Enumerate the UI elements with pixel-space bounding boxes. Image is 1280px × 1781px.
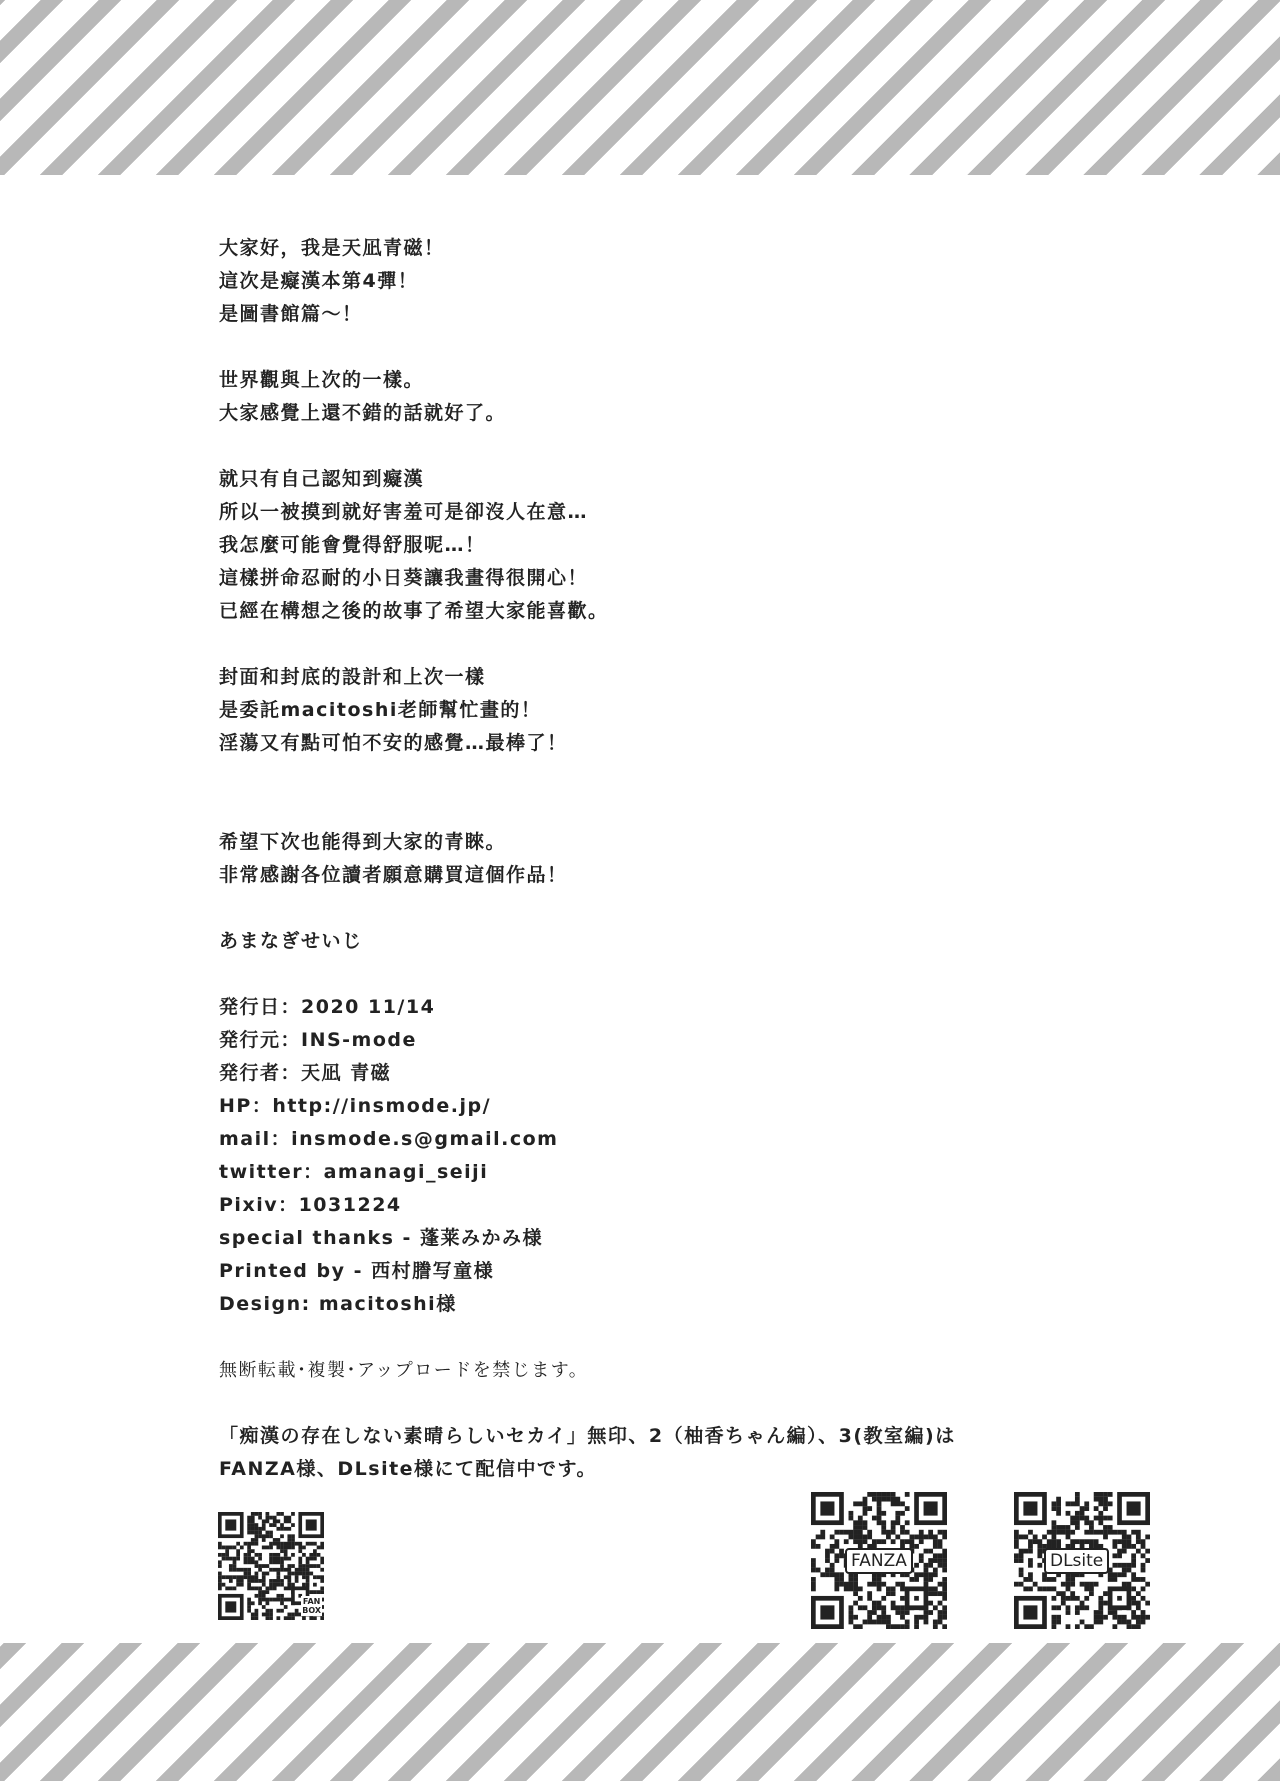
text-line: 大家感覺上還不錯的話就好了。: [219, 402, 507, 424]
text-line: 淫蕩又有點可怕不安的感覺…最棒了！: [219, 732, 568, 754]
text-line: FANZA様、DLsite様にて配信中です。: [219, 1458, 598, 1480]
text-line: 就只有自己認知到癡漢: [219, 468, 425, 490]
text-line: 我怎麼可能會覺得舒服呢…！: [219, 534, 486, 556]
fanbox-tag-line: FAN: [302, 1597, 321, 1606]
fanbox-tag-line: BOX: [302, 1606, 321, 1615]
text-line: 這次是癡漢本第4彈！: [219, 270, 419, 292]
top-stripe-band: [0, 0, 1280, 175]
colophon-mail: mail：insmode.s@gmail.com: [219, 1128, 559, 1150]
colophon-twitter: twitter：amanagi_seiji: [219, 1161, 489, 1183]
fanbox-qr-code: [218, 1512, 324, 1620]
text-line: 世界觀與上次的一樣。: [219, 369, 425, 391]
fanza-qr-code: [811, 1492, 947, 1629]
colophon-release-date: 発行日：2020 11/14: [219, 996, 436, 1018]
colophon-design: Design: macitoshi様: [219, 1293, 457, 1315]
text-line: 希望下次也能得到大家的青睞。: [219, 831, 507, 853]
dlsite-qr-code: [1014, 1492, 1150, 1629]
bottom-stripe-band: [0, 1643, 1280, 1781]
text-line: 所以一被摸到就好害羞可是卻沒人在意…: [219, 501, 589, 523]
dlsite-qr-label: DLsite: [1044, 1548, 1109, 1574]
colophon-pixiv: Pixiv：1031224: [219, 1194, 402, 1216]
distribution-notice: [219, 1420, 1179, 1486]
text-line: 是圖書館篇～！: [219, 303, 363, 325]
text-line: 大家好，我是天凪青磁！: [219, 237, 445, 259]
text-line: 是委託macitoshi老師幫忙畫的！: [219, 699, 542, 721]
fanbox-tag: [301, 1596, 322, 1616]
colophon-issuer: 発行者：天凪 青磁: [219, 1062, 392, 1084]
text-line: 非常感謝各位讀者願意購買這個作品！: [219, 864, 568, 886]
story-paragraph: [219, 463, 1179, 628]
afterword-content: [219, 232, 1179, 1486]
colophon: [219, 991, 1179, 1321]
text-line: 封面和封底的設計和上次一樣: [219, 666, 486, 688]
text-line: 這樣拼命忍耐的小日葵讓我畫得很開心！: [219, 567, 589, 589]
colophon-printer: Printed by - 西村謄写童様: [219, 1260, 495, 1282]
worldview-paragraph: [219, 364, 1179, 430]
fanza-qr-label: FANZA: [845, 1548, 913, 1574]
author-signature: あまなぎせいじ: [219, 930, 363, 952]
thanks-paragraph: [219, 826, 1179, 892]
text-line: 「痴漢の存在しない素晴らしいセカイ」無印、2（柚香ちゃん編）、3(教室編)は: [219, 1425, 956, 1447]
greeting-paragraph: [219, 232, 1179, 331]
reproduction-notice: 無断転載･複製･アップロードを禁じます。: [219, 1360, 589, 1381]
text-line: 已經在構想之後的故事了希望大家能喜歡。: [219, 600, 609, 622]
colophon-special-thanks: special thanks - 蓬莱みかみ様: [219, 1227, 544, 1249]
colophon-publisher: 発行元：INS-mode: [219, 1029, 417, 1051]
colophon-homepage: HP：http://insmode.jp/: [219, 1095, 492, 1117]
cover-design-paragraph: [219, 661, 1179, 760]
